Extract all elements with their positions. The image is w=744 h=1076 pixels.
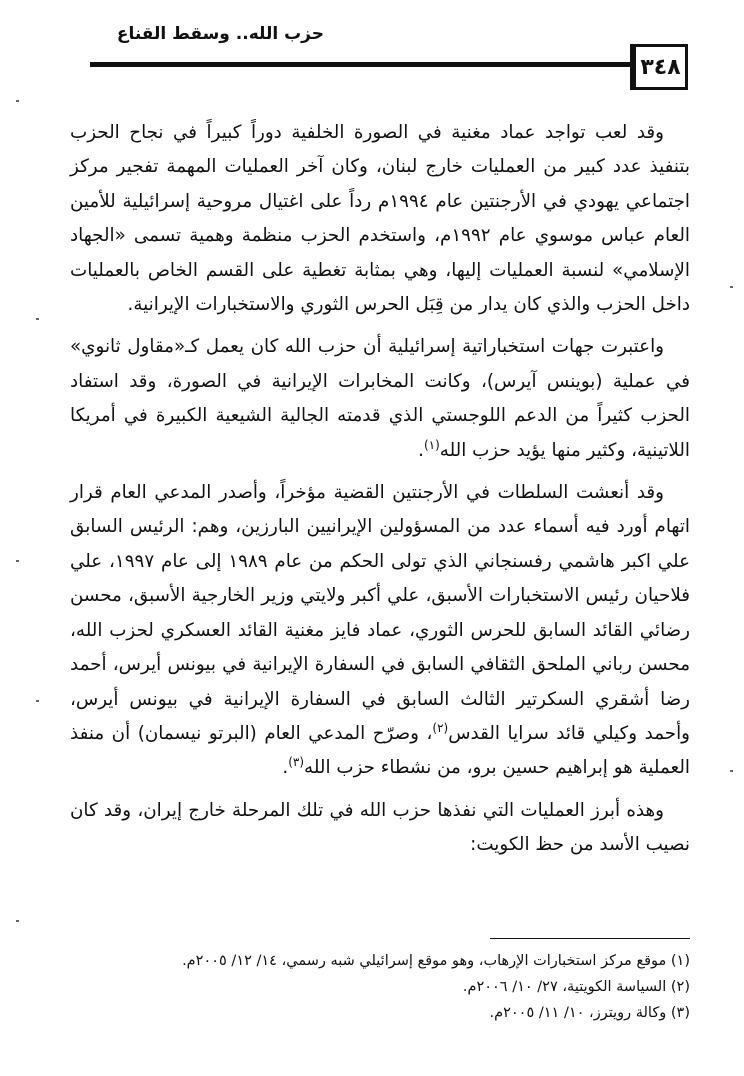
paragraph-3	[70, 476, 690, 786]
footnote-1: (١) موقع مركز استخبارات الإرهاب، وهو موقع إسرائيلي شبه رسمي، ١٤/ ١٢/ ٢٠٠٥م.	[182, 953, 690, 969]
footnote-3: (٣) وكالة رويترز، ١٠/ ١١/ ٢٠٠٥م.	[489, 1005, 690, 1021]
footnote-rule	[490, 938, 690, 939]
footnote-2: (٢) السياسة الكويتية، ٢٧/ ١٠/ ٢٠٠٦م.	[462, 979, 690, 995]
footnote-ref-3[interactable]: (٣)	[288, 755, 305, 770]
scan-speck	[730, 770, 733, 772]
running-title: حزب الله.. وسقط القناع	[116, 24, 324, 44]
scan-speck	[36, 700, 39, 702]
header-rule	[90, 62, 630, 67]
paragraph-1	[70, 116, 690, 322]
paragraph-4-text: وهذه أبرز العمليات التي نفذها حزب الله في تلك المرحلة خارج إيران، وقد كان نصيب الأسد من حظ الكويت:	[70, 799, 690, 856]
scan-speck	[16, 920, 19, 922]
paragraph-4	[70, 794, 690, 863]
scan-speck	[16, 100, 19, 102]
body-text	[70, 116, 690, 863]
footnote-ref-2[interactable]: (٢)	[432, 720, 449, 735]
paragraph-3-tail: .	[282, 757, 289, 779]
paragraph-2	[70, 330, 690, 468]
scan-speck	[730, 286, 733, 288]
paragraph-2-text: واعتبرت جهات استخباراتية إسرائيلية أن حزب الله كان يعمل كـ«مقاول ثانوي» في عملية (بوينس آيرس)، وكانت المخابرات الإيرانية في الصورة، وقد استفاد الحزب كثيراً من الدعم اللوجستي الذي قدمته الجالية الشيعية الكبيرة في أمريكا اللاتينية، وكثير منها يؤيد حزب الله	[70, 336, 690, 461]
footnote-ref-1[interactable]: (١)	[423, 437, 440, 452]
scan-speck	[16, 560, 19, 562]
page-number: ٣٤٨	[630, 44, 688, 90]
paragraph-3-text: وقد أنعشت السلطات في الأرجنتين القضية مؤخراً، وأصدر المدعي العام قرار اتهام أورد فيه أسماء عدد من المسؤولين الإيرانيين البارزين، وهم: الرئيس السابق علي اكبر هاشمي رفسنجاني الذي تولى الحكم من عام ١٩٨٩ إلى عام ١٩٩٧، علي فلاحيان رئيس الاستخبارات الأسبق، علي أكبر ولايتي وزير الخارجية الأسبق، محسن رضائي القائد السابق للحرس الثوري، عماد فايز مغنية القائد العسكري لحزب الله، محسن رباني الملحق الثقافي السابق في السفارة الإيرانية في بيونس أيرس، أحمد رضا أشقري السكرتير الثالث السابق في السفارة الإيرانية في بيونس أيرس، وأحمد وكيلي قائد سرايا القدس	[70, 482, 690, 744]
paragraph-2-tail: .	[418, 439, 424, 461]
paragraph-1-text: وقد لعب تواجد عماد مغنية في الصورة الخلفية دوراً كبيراً في نجاح الحزب بتنفيذ عدد كبير من العمليات خارج لبنان، وكان آخر العمليات المهمة تفجير مركز اجتماعي يهودي في الأرجنتين عام ١٩٩٤م رداً على اغتيال مروحية إسرائيلية للأمين العام عباس موسوي عام ١٩٩٢م، واستخدم الحزب منظمة وهمية تسمى «الجهاد الإسلامي» لنسبة العمليات إليها، وهي بمثابة تغطية على القسم الخاص بالعمليات داخل الحزب والذي كان يدار من قِبَل الحرس الثوري والاستخبارات الإيرانية.	[70, 122, 690, 316]
paragraph-3-mid: ، وصرّح المدعي العام (البرتو نيسمان) أن منفذ العملية هو إبراهيم حسين برو، من نشطاء حزب الله	[70, 722, 690, 779]
scan-speck	[36, 318, 39, 320]
footnotes	[110, 948, 690, 1026]
